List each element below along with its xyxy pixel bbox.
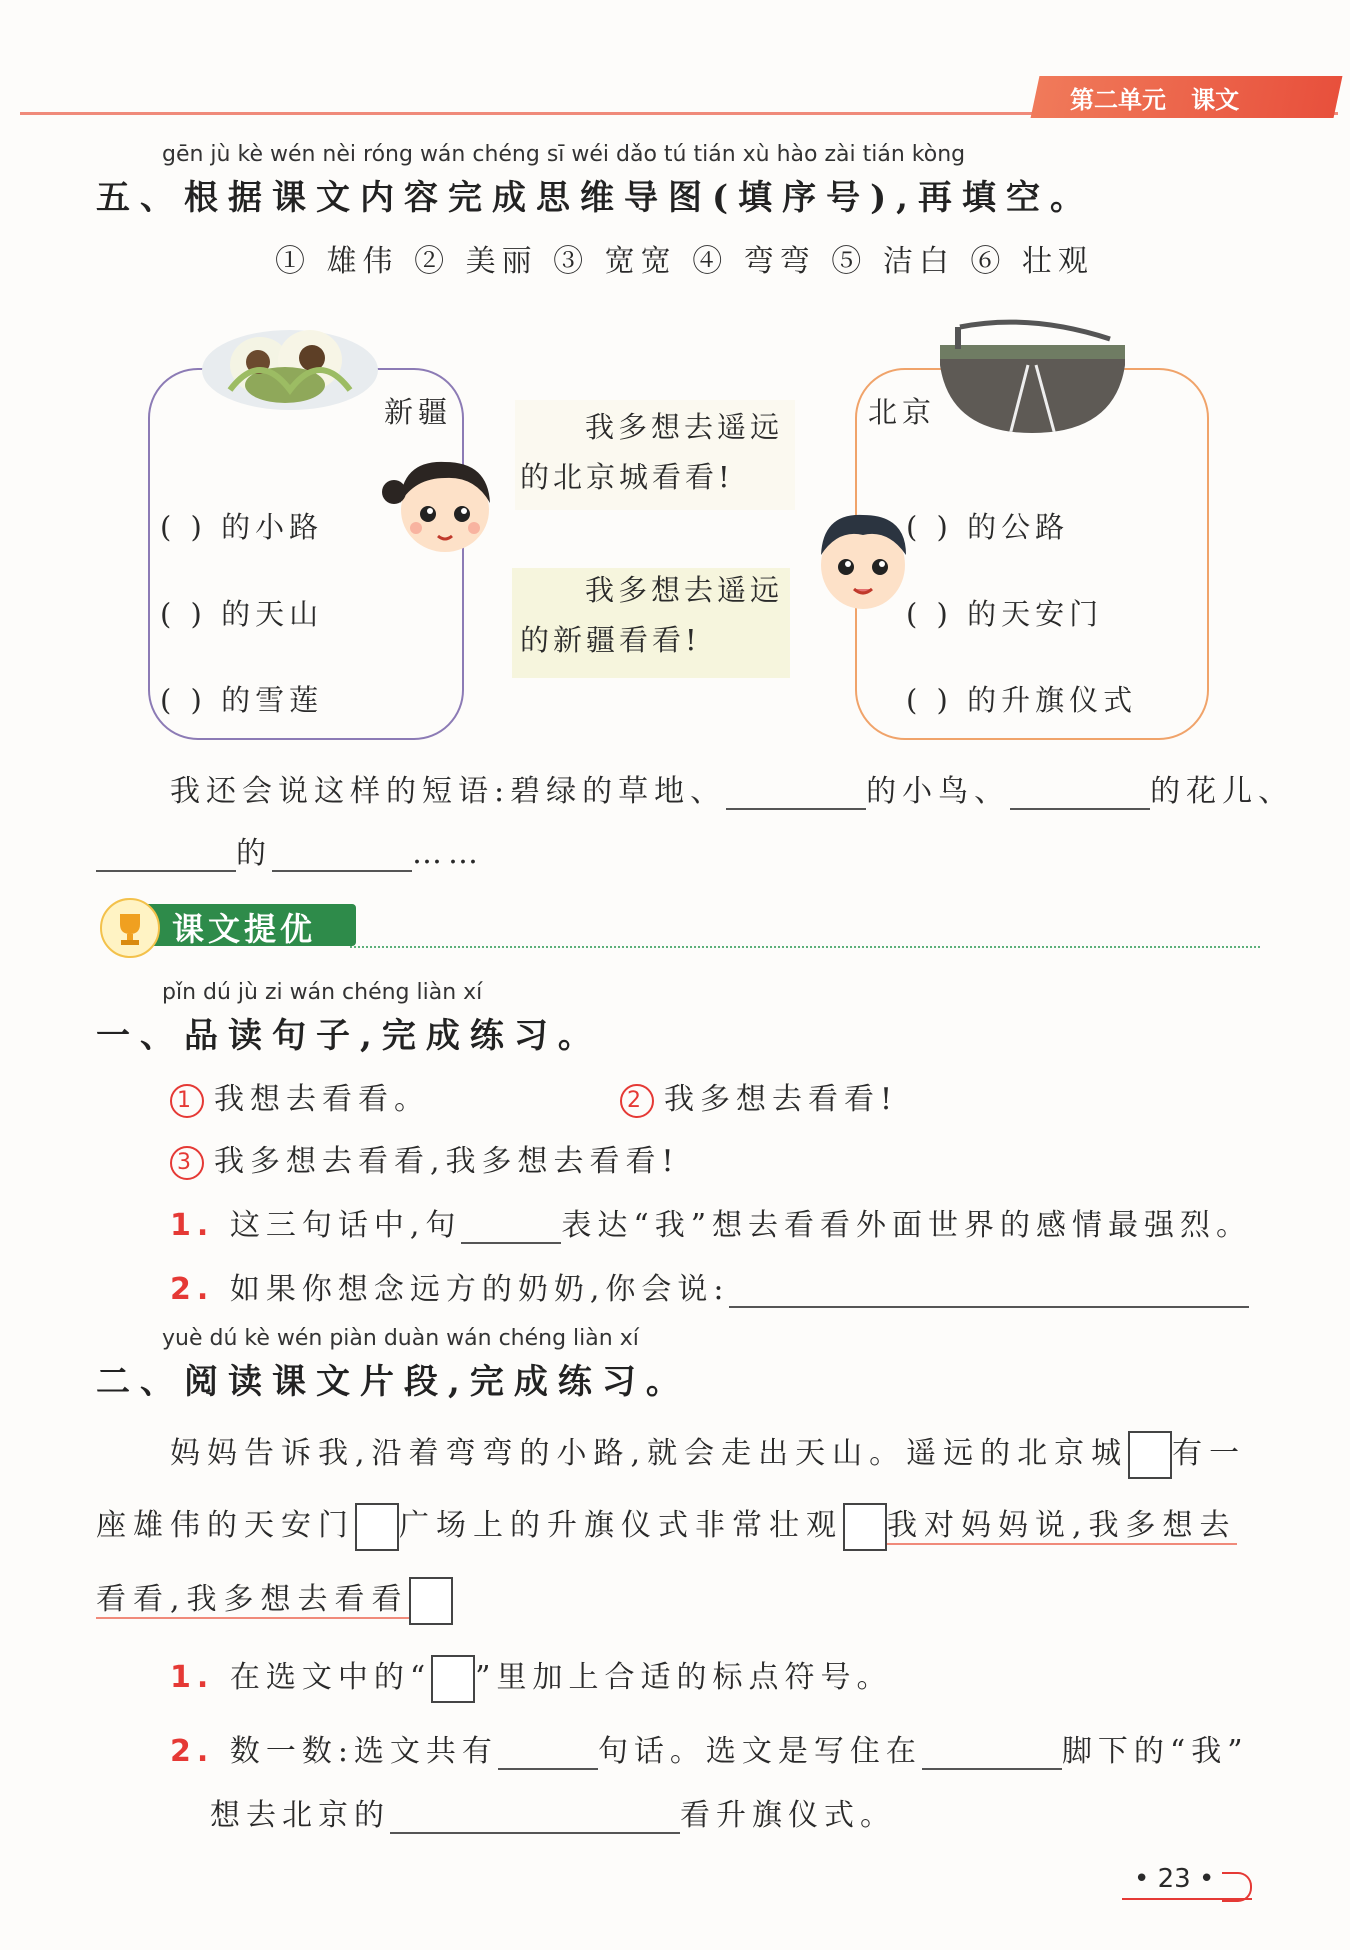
sentence-1-text: 我想去看看。 xyxy=(214,1082,430,1117)
s1-q1-num: 1. xyxy=(170,1208,215,1243)
passage-line-1-b: 有一 xyxy=(1172,1436,1247,1471)
passage-line-1-a: 妈妈告诉我,沿着弯弯的小路,就会走出天山。遥远的北京城 xyxy=(170,1436,1129,1471)
s2-q1-text-b: ”里加上合适的标点符号。 xyxy=(475,1660,893,1695)
s2-q1-num: 1. xyxy=(170,1660,215,1695)
s2-q1-text-a: 在选文中的“ xyxy=(229,1660,432,1695)
s2-q2-num: 2. xyxy=(170,1734,215,1769)
s1-q1-blank[interactable] xyxy=(461,1214,561,1244)
extra-phrases-line-1 xyxy=(170,766,1294,810)
page-number-value: 23 xyxy=(1157,1864,1191,1894)
passage-line-1 xyxy=(170,1428,1246,1479)
q5-title: 五、根据课文内容完成思维导图(填序号),再填空。 xyxy=(96,178,1095,218)
left-item-2[interactable]: ( ) 的天山 xyxy=(160,597,324,631)
sentence-2 xyxy=(620,1074,898,1118)
left-item-3[interactable]: ( ) 的雪莲 xyxy=(160,683,324,717)
sentence-3 xyxy=(170,1136,680,1180)
bubble-1-line-1: 我多想去遥远 xyxy=(585,410,784,444)
sentence-1 xyxy=(170,1074,430,1118)
extra-flower: 的花儿、 xyxy=(1150,774,1295,809)
s2-pinyin: yuè dú kè wén piàn duàn wán chéng liàn xí xyxy=(162,1326,639,1351)
s2-q2-text-e: 看升旗仪式。 xyxy=(680,1798,896,1833)
blank-adj-3[interactable] xyxy=(96,842,236,872)
s1-q1 xyxy=(170,1200,1252,1244)
s1-q1-text-b: 表达“我”想去看看外面世界的感情最强烈。 xyxy=(561,1208,1253,1243)
passage-line-2-c: 我对妈妈说,我多想去 xyxy=(887,1508,1237,1543)
s2-q2-text-b: 句话。选文是写住在 xyxy=(597,1734,922,1769)
trophy-icon xyxy=(100,898,160,958)
blank-bird-adj[interactable] xyxy=(726,780,866,810)
extra-prompt: 我还会说这样的短语:碧绿的草地、 xyxy=(170,774,727,809)
road-image xyxy=(940,305,1125,435)
extra-phrases-line-2 xyxy=(96,828,484,872)
s2-q2-text-c: 脚下的“我” xyxy=(1061,1734,1249,1769)
punct-box-2[interactable] xyxy=(355,1503,399,1551)
right-item-1[interactable]: ( ) 的公路 xyxy=(906,510,1070,544)
sentence-2-text: 我多想去看看! xyxy=(664,1082,899,1117)
s2-q2-blank-3[interactable] xyxy=(390,1804,680,1834)
passage-line-2-a: 座雄伟的天安门 xyxy=(96,1508,355,1543)
boy-avatar xyxy=(808,505,918,620)
s2-q1 xyxy=(170,1652,893,1703)
q5-options: ① 雄伟 ② 美丽 ③ 宽宽 ④ 弯弯 ⑤ 洁白 ⑥ 壮观 xyxy=(275,244,1094,279)
s2-q2-blank-1[interactable] xyxy=(498,1740,598,1770)
s1-q2 xyxy=(170,1264,1249,1308)
blank-noun-3[interactable] xyxy=(272,842,412,872)
s2-q2-text-a: 数一数:选文共有 xyxy=(229,1734,498,1769)
beijing-label: 北京 xyxy=(868,395,937,429)
banner-title: 课文提优 xyxy=(172,910,317,948)
banner-dotted-line xyxy=(350,946,1260,948)
s2-q1-box xyxy=(431,1655,475,1703)
s2-title: 二、阅读课文片段,完成练习。 xyxy=(96,1362,690,1402)
s1-title: 一、品读句子,完成练习。 xyxy=(96,1016,602,1056)
extra-bird: 的小鸟、 xyxy=(866,774,1011,809)
right-item-2[interactable]: ( ) 的天安门 xyxy=(906,597,1104,631)
snow-lotus-image xyxy=(200,310,380,420)
s2-q2 xyxy=(170,1726,1249,1770)
s2-q2-blank-2[interactable] xyxy=(922,1740,1062,1770)
passage-line-3 xyxy=(96,1574,453,1625)
girl-avatar xyxy=(380,448,510,568)
passage-line-3-text: 看看,我多想去看看 xyxy=(96,1582,409,1617)
bubble-2-line-1: 我多想去遥远 xyxy=(585,573,784,607)
section-title: 课文 xyxy=(1191,86,1240,114)
passage-line-2-b: 广场上的升旗仪式非常壮观 xyxy=(399,1508,843,1543)
bubble-1-line-2: 的北京城看看! xyxy=(520,460,734,494)
q5-pinyin: gēn jù kè wén nèi róng wán chéng sī wéi dǎo tú tián xù hào zài tián kòng xyxy=(162,142,966,167)
bubble-2-line-2: 的新疆看看! xyxy=(520,623,701,657)
unit-label xyxy=(1070,80,1239,115)
s2-q2-text-d: 想去北京的 xyxy=(210,1798,390,1833)
footer-arrow-icon xyxy=(1222,1872,1252,1902)
xinjiang-label: 新疆 xyxy=(384,395,453,429)
unit-title: 第二单元 xyxy=(1070,86,1166,114)
punct-box-3[interactable] xyxy=(843,1503,887,1551)
s2-q2-line-2 xyxy=(210,1790,896,1834)
sentence-2-num: 2 xyxy=(620,1084,654,1118)
passage-line-2 xyxy=(96,1500,1237,1551)
extra-de: 的 xyxy=(236,836,272,871)
left-item-1[interactable]: ( ) 的小路 xyxy=(160,510,324,544)
right-item-3[interactable]: ( ) 的升旗仪式 xyxy=(906,683,1138,717)
extra-ellipsis: …… xyxy=(412,836,484,871)
punct-box-1[interactable] xyxy=(1128,1431,1172,1479)
blank-flower-adj[interactable] xyxy=(1010,780,1150,810)
s1-q2-text: 如果你想念远方的奶奶,你会说: xyxy=(229,1272,730,1307)
s1-pinyin: pǐn dú jù zi wán chéng liàn xí xyxy=(162,980,483,1005)
s1-q2-blank[interactable] xyxy=(729,1278,1249,1308)
s1-q2-num: 2. xyxy=(170,1272,215,1307)
sentence-3-text: 我多想去看看,我多想去看看! xyxy=(214,1144,680,1179)
sentence-1-num: 1 xyxy=(170,1084,204,1118)
sentence-3-num: 3 xyxy=(170,1146,204,1180)
page-number: • 23 • xyxy=(1134,1864,1215,1894)
s1-q1-text-a: 这三句话中,句 xyxy=(229,1208,462,1243)
punct-box-4[interactable] xyxy=(409,1577,453,1625)
